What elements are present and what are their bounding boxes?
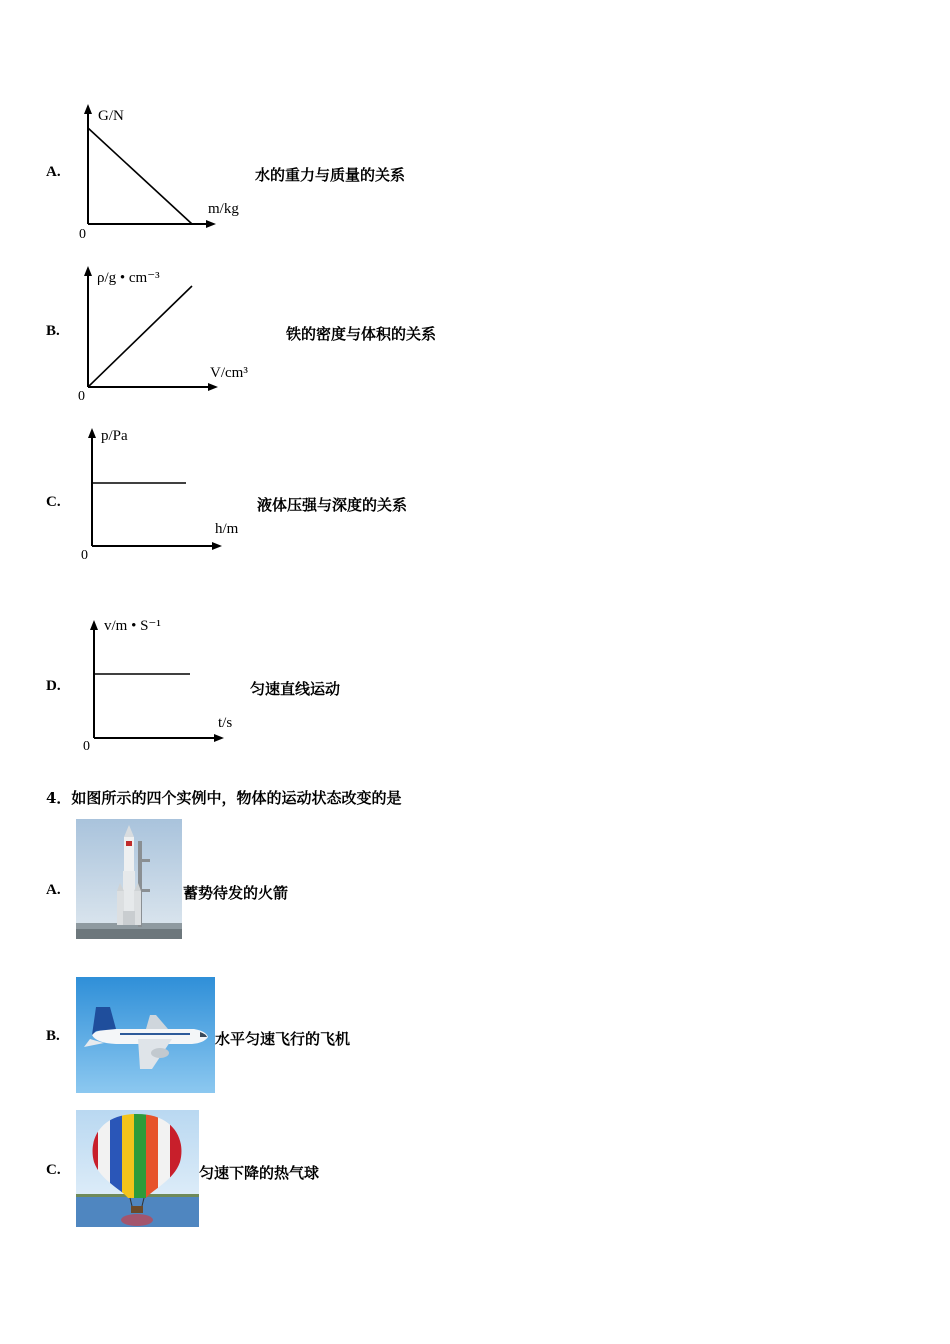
- graph-b-caption: 铁的密度与体积的关系: [286, 325, 437, 343]
- q4-option-a-caption: 蓄势待发的火箭: [183, 884, 289, 902]
- q4-option-letter-b: B.: [46, 1028, 60, 1044]
- graph-b-y-label: ρ/g • cm⁻³: [97, 270, 160, 286]
- graph-d: [70, 610, 260, 755]
- hot-air-balloon-photo: [76, 1110, 199, 1227]
- graph-c-origin: 0: [81, 548, 88, 563]
- graph-d-y-label: v/m • S⁻¹: [104, 618, 161, 634]
- graph-d-origin: 0: [83, 739, 90, 754]
- graph-a-y-label: G/N: [98, 108, 124, 124]
- graph-a: [70, 100, 260, 245]
- option-letter-b: B.: [46, 323, 60, 339]
- graph-c: [70, 420, 260, 565]
- graph-b-origin: 0: [78, 389, 85, 404]
- q4-option-letter-a: A.: [46, 882, 61, 898]
- graph-d-x-label: t/s: [218, 715, 233, 731]
- graph-b-x-label: V/cm³: [210, 365, 248, 381]
- graph-b: [70, 260, 270, 405]
- graph-b-line: [88, 286, 192, 387]
- airplane-photo: [76, 977, 215, 1093]
- question-4-text: 4．如图所示的四个实例中，物体的运动状态改变的是: [46, 789, 402, 807]
- rocket-photo: [76, 819, 182, 939]
- q4-option-c-caption: 匀速下降的热气球: [199, 1164, 320, 1182]
- option-letter-d: D.: [46, 678, 61, 694]
- graph-d-caption: 匀速直线运动: [250, 680, 341, 698]
- q4-option-letter-c: C.: [46, 1162, 61, 1178]
- option-letter-a: A.: [46, 164, 61, 180]
- option-letter-c: C.: [46, 494, 61, 510]
- graph-a-caption: 水的重力与质量的关系: [255, 166, 406, 184]
- graph-c-x-label: h/m: [215, 521, 239, 537]
- graph-c-y-label: p/Pa: [101, 428, 128, 444]
- graph-a-line: [88, 128, 192, 224]
- graph-a-origin: 0: [79, 227, 86, 242]
- q4-option-b-caption: 水平匀速飞行的飞机: [215, 1030, 351, 1048]
- graph-a-x-label: m/kg: [208, 201, 239, 217]
- graph-c-caption: 液体压强与深度的关系: [257, 496, 408, 514]
